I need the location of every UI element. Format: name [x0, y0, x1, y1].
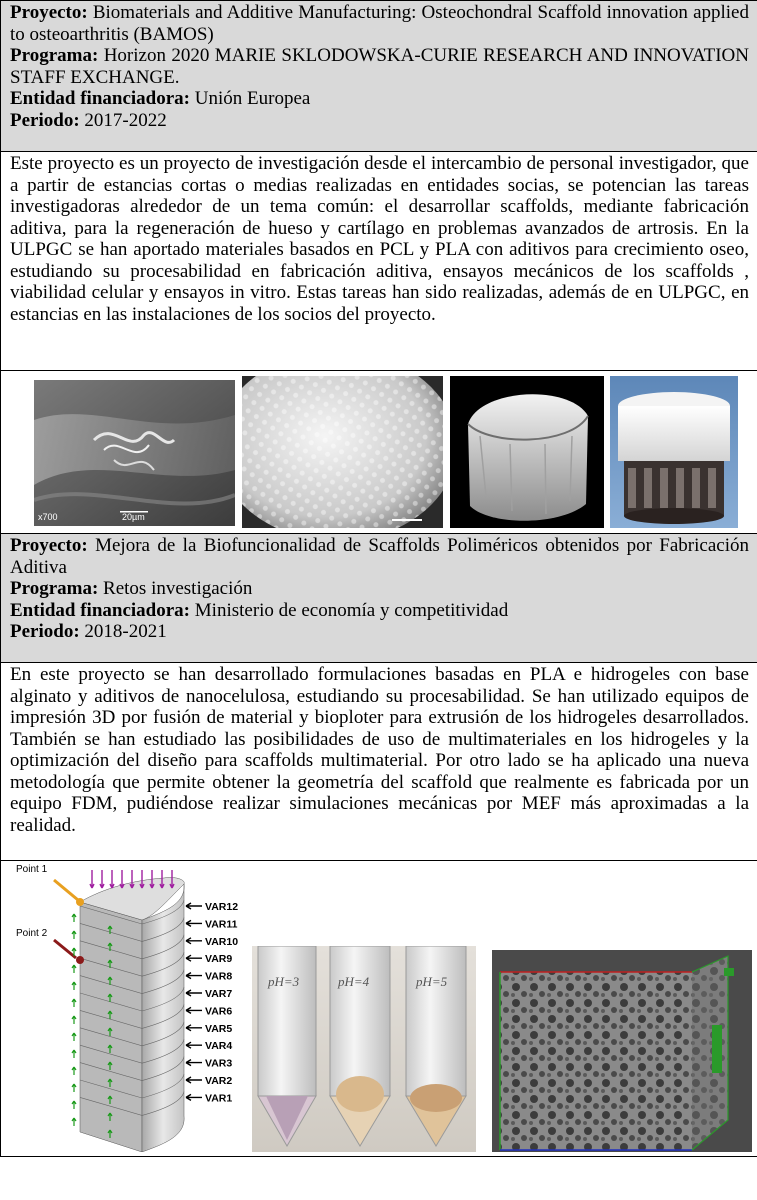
sem-fiber-image — [34, 380, 235, 526]
project2-description: En este proyecto se han desarrollado formulaciones basadas en PLA e hidrogeles con base alginato y aditivos de nanocelulosa, estudiando su procesabilidad. Se han utilizado equipos de impresión 3D por fusión de material y bioploter para extrusión de los hidrogeles desarrollados. También se han estudiado las posibilidades de uso de multimateriales en los hidrogeles y la optimización del diseño para scaffolds multimaterial. Por otro lado se ha aplicado una nueva metodología que permite obtener la geometría del scaffold que realmente es fabricada por un equipo FDM, pudiéndose realizar simulaciones mecánicas por MEF más aproximadas a la realidad. — [1, 663, 757, 861]
tube-label: pH=4 — [338, 974, 370, 989]
sem-mag-label: x700 — [38, 512, 58, 522]
var-arrow — [186, 973, 202, 979]
project2-periodo — [10, 621, 749, 643]
var-arrow — [186, 1094, 202, 1100]
proyecto-value: Mejora de la Biofuncionalidad de Scaffolds Poliméricos obtenidos por Fabricación Aditiva — [10, 535, 749, 578]
project2-header — [1, 534, 757, 663]
constraint-arrow — [72, 1033, 76, 1041]
entidad-label: Entidad financiadora: — [10, 88, 191, 109]
var-label: VAR1 — [205, 1092, 233, 1105]
var-arrow — [186, 1042, 202, 1048]
var-label: VAR3 — [205, 1057, 233, 1070]
programa-label: Programa: — [10, 45, 99, 66]
entidad-value: Ministerio de economía y competitividad — [194, 599, 509, 621]
constraint-arrow — [72, 999, 76, 1007]
micro-ct-scaffold-image — [450, 376, 604, 528]
tube-label: pH=3 — [268, 974, 300, 989]
constraint-arrow — [72, 965, 76, 973]
project1-header — [1, 1, 757, 152]
var-label: VAR5 — [205, 1022, 233, 1035]
var-label: VAR10 — [205, 935, 239, 948]
constraint-arrow — [72, 1101, 76, 1109]
periodo-label: Periodo: — [10, 109, 80, 131]
var-arrow — [186, 1007, 202, 1013]
var-label: VAR4 — [205, 1040, 233, 1053]
var-arrow — [186, 955, 202, 961]
project1-images — [1, 371, 757, 534]
point1-arrow — [54, 880, 78, 900]
constraint-arrow — [72, 982, 76, 990]
periodo-value: 2018-2021 — [84, 621, 167, 642]
fem-model-diagram — [14, 862, 250, 1152]
entidad-label: Entidad financiadora: — [10, 599, 191, 621]
programa-value: Retos investigación — [103, 578, 253, 599]
osteochondral-scaffold-photo — [610, 376, 738, 528]
constraint-arrow — [72, 1050, 76, 1058]
var-arrow — [186, 920, 202, 926]
constraint-arrow — [72, 914, 76, 922]
proyecto-label: Proyecto: — [10, 2, 88, 23]
var-label: VAR7 — [205, 988, 233, 1000]
proyecto-value: Biomaterials and Additive Manufacturing: Osteochondral Scaffold innovation applied to osteoarthritis (BAMOS) — [10, 2, 749, 45]
var-arrow — [186, 1025, 202, 1031]
load-arrow — [130, 870, 134, 888]
constraint-arrow — [72, 1118, 76, 1126]
project1-description: Este proyecto es un proyecto de investigación desde el intercambio de personal investigador, que a partir de estancias cortas o medias realizadas en entidades socias, se potencian las tareas investigadoras alrededor de un tema común: el desarrollar scaffolds, mediante fabricación aditiva, para la regeneración de hueso y cartílago en problemas avanzados de artrosis. En la ULPGC se han aportado materiales basados en PCL y PLA con aditivos para crecimiento oseo, estudiando su procesabilidad en fabricación aditiva, ensayos mecánicos de los scaffolds , viabilidad celular y ensayos in vitro. Estas tareas han sido realizadas, además de en ULPGC, en estancias en las instalaciones de los socios del proyecto. — [1, 152, 757, 371]
sem-scale-label: 20µm — [122, 512, 145, 522]
var-arrow — [186, 903, 202, 909]
constraint-arrow — [72, 1084, 76, 1092]
project2-entidad — [10, 600, 749, 622]
tube-label: pH=5 — [416, 974, 448, 989]
entidad-value: Unión Europea — [194, 88, 311, 109]
var-label: VAR8 — [205, 970, 233, 983]
project1-periodo — [10, 110, 749, 132]
load-arrow — [120, 870, 124, 888]
project2-programa — [10, 578, 749, 600]
var-label: VAR11 — [205, 918, 238, 931]
programa-label: Programa: — [10, 578, 99, 599]
load-arrow — [90, 870, 94, 888]
porous-cube-render — [492, 950, 752, 1152]
load-arrow — [140, 870, 144, 888]
scaffold-lattice-image — [242, 376, 443, 528]
var-arrow — [186, 990, 202, 996]
project1-programa — [10, 45, 749, 88]
load-arrow — [110, 870, 114, 888]
constraint-arrow — [72, 931, 76, 939]
var-label: VAR6 — [205, 1005, 233, 1018]
periodo-label: Periodo: — [10, 621, 80, 642]
var-label: VAR12 — [205, 901, 239, 913]
hydrogel-tubes-photo — [252, 946, 476, 1152]
constraint-arrow — [72, 1016, 76, 1024]
var-label: VAR9 — [205, 953, 233, 966]
proyecto-label: Proyecto: — [10, 535, 88, 556]
point2-label: Point 2 — [16, 928, 48, 939]
var-label: VAR2 — [205, 1075, 233, 1087]
project2-proyecto — [10, 535, 749, 578]
project2-images — [1, 861, 757, 1157]
point1-label: Point 1 — [16, 864, 48, 875]
var-arrow — [186, 1060, 202, 1066]
var-arrow — [186, 938, 202, 944]
constraint-arrow — [72, 1067, 76, 1075]
project1-entidad — [10, 88, 749, 110]
var-arrow — [186, 1077, 202, 1083]
periodo-value: 2017-2022 — [84, 109, 167, 131]
load-arrow — [100, 870, 104, 888]
project1-proyecto — [10, 2, 749, 45]
programa-value: Horizon 2020 MARIE SKLODOWSKA-CURIE RESEARCH AND INNOVATION STAFF EXCHANGE. — [10, 45, 750, 88]
